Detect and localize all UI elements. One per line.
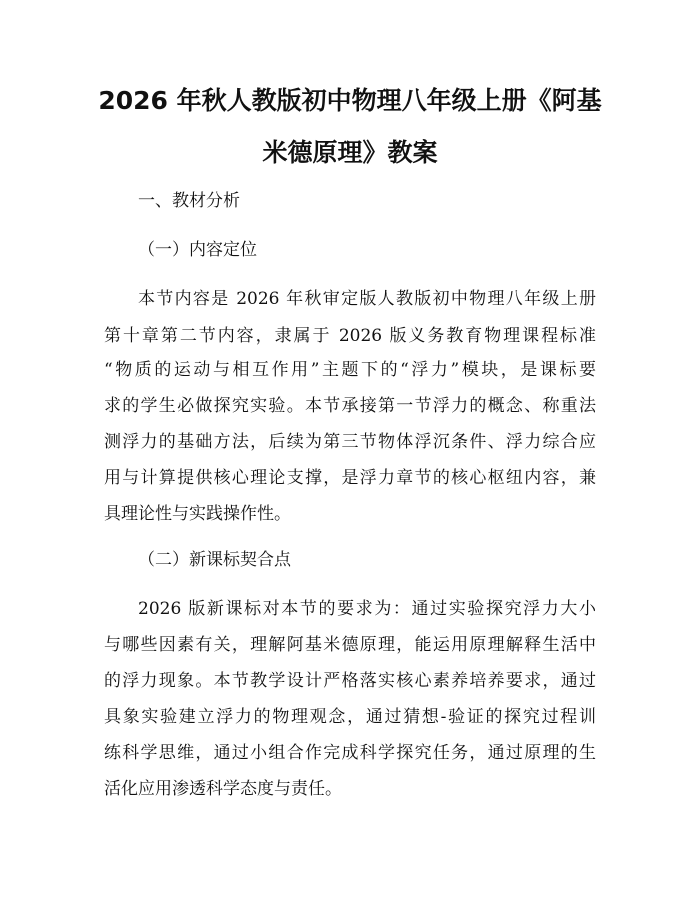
- paragraph-line: 用与计算提供核心理论支撑，是浮力章节的核心枢纽内容，兼: [104, 468, 596, 488]
- paragraph-line: 练科学思维，通过小组合作完成科学探究任务，通过原理的生: [104, 743, 596, 763]
- subsection-heading-content-positioning: （一）内容定位: [138, 240, 257, 260]
- paragraph-line: 具象实验建立浮力的物理观念，通过猜想-验证的探究过程训: [104, 707, 596, 727]
- subsection-heading-curriculum-alignment: （二）新课标契合点: [138, 550, 291, 570]
- paragraph-line: 与哪些因素有关，理解阿基米德原理，能运用原理解释生活中: [104, 635, 596, 655]
- paragraph-line: 2026 版新课标对本节的要求为：通过实验探究浮力大小: [138, 599, 596, 619]
- paragraph-line: 本节内容是 2026 年秋审定版人教版初中物理八年级上册: [138, 289, 596, 309]
- paragraph-line: “物质的运动与相互作用”主题下的“浮力”模块，是课标要: [104, 360, 596, 380]
- paragraph-line: 的浮力现象。本节教学设计严格落实核心素养培养要求，通过: [104, 671, 596, 691]
- paragraph-line: 求的学生必做探究实验。本节承接第一节浮力的概念、称重法: [104, 396, 596, 416]
- document-title-line-2: 米德原理》教案: [262, 138, 438, 167]
- paragraph-line: 测浮力的基础方法，后续为第三节物体浮沉条件、浮力综合应: [104, 432, 596, 452]
- paragraph-line: 活化应用渗透科学态度与责任。: [104, 779, 342, 799]
- paragraph-line: 第十章第二节内容，隶属于 2026 版义务教育物理课程标准: [104, 326, 596, 346]
- section-heading-textbook-analysis: 一、教材分析: [138, 191, 240, 211]
- document-title-line-1: 2026 年秋人教版初中物理八年级上册《阿基: [98, 86, 602, 115]
- paragraph-line: 具理论性与实践操作性。: [104, 504, 291, 524]
